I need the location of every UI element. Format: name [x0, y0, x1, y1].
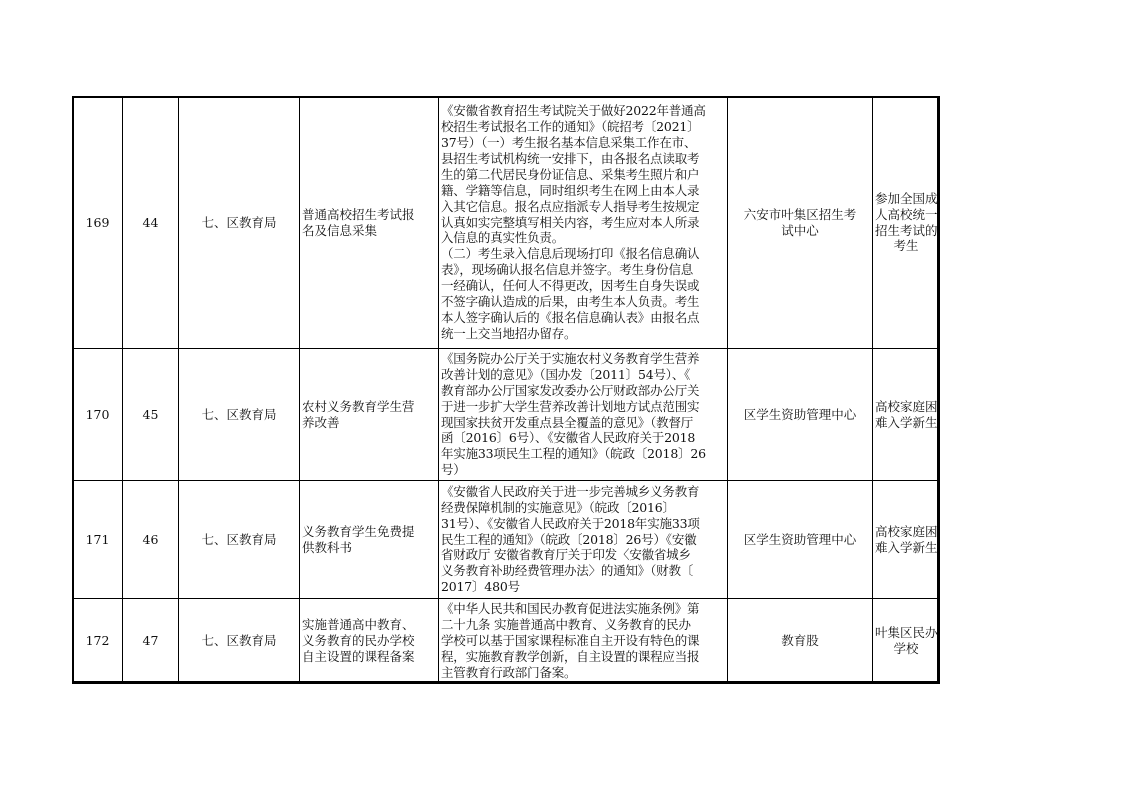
basis-text-line: 统一上交当地招办留存。 [441, 325, 577, 341]
department-cell: 七、区教育局 [179, 349, 300, 481]
table-row [73, 349, 940, 481]
basis-text-line: 民生工程的通知》（皖政〔2018〕26号）《安徽 [441, 531, 697, 547]
cell-text-line: 义务教育的民办学校 [302, 633, 415, 649]
basis-text-line: 于进一步扩大学生营养改善计划地方试点范围实 [441, 398, 700, 414]
item-name-cell [300, 481, 439, 599]
basis-text-line: 省财政厅 安徽省教育厅关于印发〈安徽省城乡 [441, 547, 691, 563]
basis-text-line: 籍、学籍等信息，同时组织考生在网上由本人录 [441, 182, 700, 198]
department-cell: 七、区教育局 [179, 599, 300, 684]
basis-text-line: 表》，现场确认报名信息并签字。考生身份信息 [441, 262, 694, 278]
basis-text-line: 程，实施教育教学创新，自主设置的课程应当报 [441, 648, 700, 664]
basis-text-line: 二十九条 实施普通高中教育、义务教育的民办 [441, 617, 691, 633]
basis-text-line: 2017〕480号 [441, 579, 520, 595]
department-cell: 七、区教育局 [179, 97, 300, 349]
basis-text-line: 经费保障机制的实施意见》（皖政〔2016〕 [441, 499, 675, 515]
cell-text-line: 难入学新生 [875, 539, 938, 555]
cell-text-line: 自主设置的课程备案 [302, 648, 415, 664]
basis-cell [439, 481, 728, 599]
cell-text-line: 高校家庭困 [875, 523, 938, 539]
service-object-cell [873, 599, 940, 684]
responsible-unit-cell: 区学生资助管理中心 [728, 481, 873, 599]
basis-text-line: 学校可以基于国家课程标准自主开设有特色的课 [441, 633, 700, 649]
basis-text-line: 本人签字确认后的《报名信息确认表》由报名点 [441, 309, 700, 325]
service-object-cell [873, 349, 940, 481]
cell-text-line: 参加全国成 [875, 190, 938, 206]
basis-text-line: 校招生考试报名工作的通知》（皖招考〔2021〕 [441, 119, 700, 135]
item-name-cell [300, 97, 439, 349]
basis-text-line: 《安徽省教育招生考试院关于做好2022年普通高 [441, 103, 706, 119]
basis-text-line: 生的第二代居民身份证信息、采集考生照片和户 [441, 166, 700, 182]
sub-seq-cell: 45 [123, 349, 179, 481]
cell-text-line: 考生 [893, 238, 919, 254]
basis-text-line: 义务教育补助经费管理办法〉的通知》（财教〔 [441, 563, 694, 579]
service-items-table [72, 96, 940, 684]
basis-text-line: 入信息的真实性负责。 [441, 230, 565, 246]
seq-cell: 169 [73, 97, 123, 349]
cell-text-line: 普通高校招生考试报 [302, 206, 415, 222]
basis-text-line: 入其它信息。报名点应指派专人指导考生按规定 [441, 198, 700, 214]
table-row [73, 599, 940, 684]
cell-text-line: 养改善 [302, 414, 340, 430]
service-object-cell [873, 97, 940, 349]
cell-text-line: 名及信息采集 [302, 222, 378, 238]
cell-text-line: 叶集区民办 [875, 625, 938, 641]
basis-text-line: 31号）、《安徽省人民政府关于2018年实施33项 [441, 515, 700, 531]
basis-text-line: 主管教育行政部门备案。 [441, 664, 577, 680]
basis-text-line: 37号）（一）考生报名基本信息采集工作在市、 [441, 135, 697, 151]
basis-cell [439, 349, 728, 481]
basis-text-line: 现国家扶贫开发重点县全覆盖的意见》（教督厅 [441, 414, 694, 430]
basis-cell [439, 97, 728, 349]
basis-text-line: 《中华人民共和国民办教育促进法实施条例》第 [441, 601, 700, 617]
sub-seq-cell: 46 [123, 481, 179, 599]
basis-text-line: 号） [441, 462, 466, 478]
basis-text-line: 不签字确认造成的后果，由考生本人负责。考生 [441, 294, 700, 310]
table-row [73, 481, 940, 599]
cell-text-line: 实施普通高中教育、 [302, 617, 415, 633]
cell-text-line: 农村义务教育学生营 [302, 398, 415, 414]
service-object-cell [873, 481, 940, 599]
cell-text-line: 义务教育学生免费提 [302, 523, 415, 539]
cell-text-line: 招生考试的 [875, 222, 938, 238]
item-name-cell [300, 599, 439, 684]
cell-text-line: 供教科书 [302, 539, 353, 555]
basis-text-line: 函〔2016〕6号）、《安徽省人民政府关于2018 [441, 430, 696, 446]
sub-seq-cell: 47 [123, 599, 179, 684]
seq-cell: 171 [73, 481, 123, 599]
table-body [73, 97, 940, 684]
basis-text-line: 改善计划的意见》（国办发〔2011〕54号）、《 [441, 366, 691, 382]
cell-text-line: 人高校统一 [875, 206, 938, 222]
seq-cell: 172 [73, 599, 123, 684]
seq-cell: 170 [73, 349, 123, 481]
responsible-unit-cell [728, 97, 873, 349]
item-name-cell [300, 349, 439, 481]
basis-text-line: 一经确认，任何人不得更改，因考生自身失误或 [441, 278, 700, 294]
responsible-unit-cell: 教育股 [728, 599, 873, 684]
sub-seq-cell: 44 [123, 97, 179, 349]
basis-text-line: 《安徽省人民政府关于进一步完善城乡义务教育 [441, 483, 700, 499]
basis-text-line: 教育部办公厅国家发改委办公厅财政部办公厅关 [441, 382, 700, 398]
table-row [73, 97, 940, 349]
responsible-unit-cell: 区学生资助管理中心 [728, 349, 873, 481]
basis-text-line: 县招生考试机构统一安排下，由各报名点读取考 [441, 150, 700, 166]
cell-text-line: 难入学新生 [875, 414, 938, 430]
cell-text-line: 高校家庭困 [875, 398, 938, 414]
cell-text-line: 六安市叶集区招生考 [743, 206, 857, 222]
basis-text-line: 认真如实完整填写相关内容，考生应对本人所录 [441, 214, 700, 230]
basis-text-line: 《国务院办公厅关于实施农村义务教育学生营养 [441, 350, 700, 366]
basis-cell [439, 599, 728, 684]
cell-text-line: 学校 [893, 641, 919, 656]
basis-text-line: 年实施33项民生工程的通知》（皖政〔2018〕26 [441, 446, 706, 462]
department-cell: 七、区教育局 [179, 481, 300, 599]
cell-text-line: 试中心 [781, 222, 819, 238]
basis-text-line: （二）考生录入信息后现场打印《报名信息确认 [441, 246, 700, 262]
